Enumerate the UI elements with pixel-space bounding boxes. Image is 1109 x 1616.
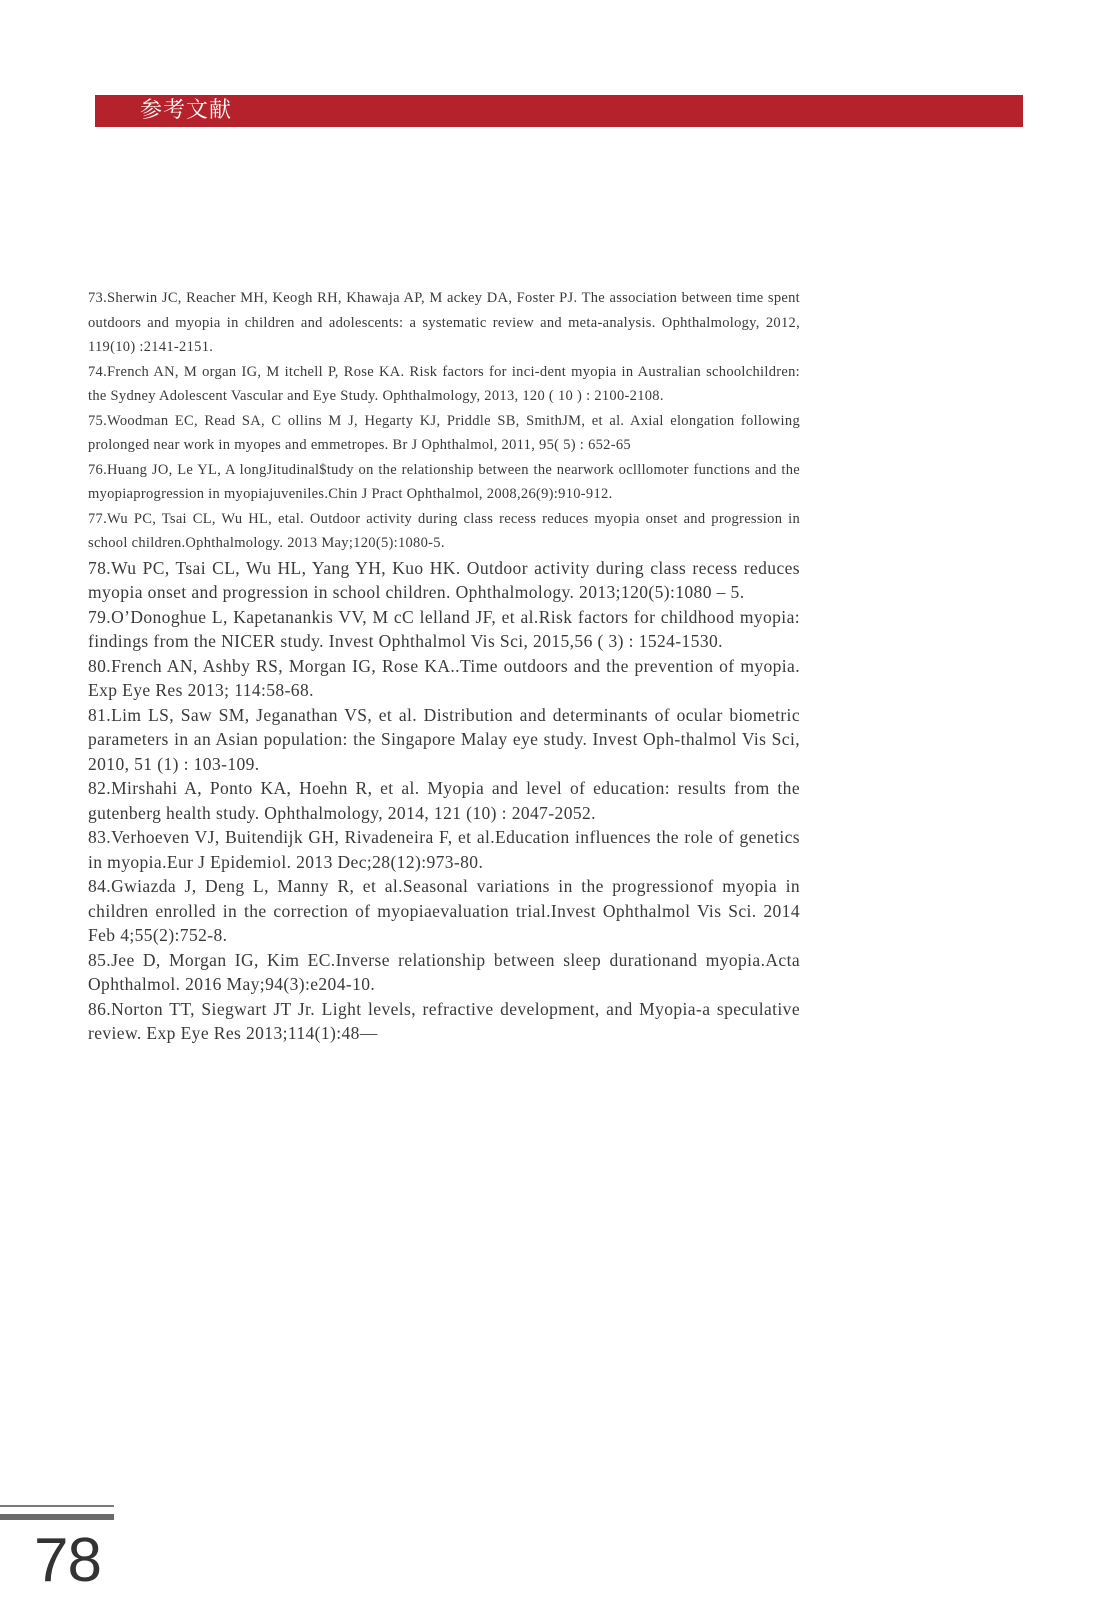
reference-item-75: 75.Woodman EC, Read SA, C ollins M J, Hegarty KJ, Priddle SB, SmithJM, et al. Axial elongation following prolonged near work in myopes and emmetropes. Br J Ophthalmol, 2011, 95( 5) : 652-65 [88, 412, 800, 453]
reference-item-78: 78.Wu PC, Tsai CL, Wu HL, Yang YH, Kuo HK. Outdoor activity during class recess reduces myopia onset and progression in school children. Ophthalmology. 2013;120(5):1080 – 5. [88, 557, 800, 602]
reference-item-73: 73.Sherwin JC, Reacher MH, Keogh RH, Khawaja AP, M ackey DA, Foster PJ. The association between time spent outdoors and myopia in children and adolescents: a systematic review and meta-analysis. Ophthalmology, 2012, 119(10) :2141-2151. [88, 290, 800, 355]
section-header-bar [95, 95, 1023, 127]
reference-item-86: 86.Norton TT, Siegwart JT Jr. Light levels, refractive development, and Myopia-a speculative review. Exp Eye Res 2013;114(1):48— [88, 998, 800, 1043]
reference-list [88, 286, 800, 1046]
reference-item-76: 76.Huang JO, Le YL, A longJitudinal$tudy on the relationship between the nearwork oclllomoter functions and the myopiaprogression in myopiajuveniles.Chin J Pract Ophthalmol, 2008,26(9):910-912. [88, 461, 800, 502]
reference-item-74: 74.French AN, M organ IG, M itchell P, Rose KA. Risk factors for inci-dent myopia in Australian schoolchildren: the Sydney Adolescent Vascular and Eye Study. Ophthalmology, 2013, 120 ( 10 ) : 2100-2108. [88, 363, 800, 404]
reference-item-79: 79.O’Donoghue L, Kapetanankis VV, M cC lelland JF, et al.Risk factors for childhood myopia: findings from the NICER study. Invest Ophthalmol Vis Sci, 2015,56 ( 3) : 1524-1530. [88, 606, 800, 651]
footer-divider-thin [0, 1505, 114, 1507]
reference-item-83: 83.Verhoeven VJ, Buitendijk GH, Rivadeneira F, et al.Education influences the role of genetics in myopia.Eur J Epidemiol. 2013 Dec;28(12):973-80. [88, 827, 800, 872]
footer-divider-thick [0, 1514, 114, 1520]
reference-item-85: 85.Jee D, Morgan IG, Kim EC.Inverse relationship between sleep durationand myopia.Acta Ophthalmol. 2016 May;94(3):e204-10. [88, 949, 800, 994]
reference-item-84: 84.Gwiazda J, Deng L, Manny R, et al.Seasonal variations in the progressionof myopia in children enrolled in the correction of myopiaevaluation trial.Invest Ophthalmol Vis Sci. 2014 Feb 4;55(2):752-8. [88, 876, 800, 945]
reference-item-80: 80.French AN, Ashby RS, Morgan IG, Rose KA..Time outdoors and the prevention of myopia. Exp Eye Res 2013; 114:58-68. [88, 655, 800, 700]
page-number: 78 [34, 1526, 101, 1595]
reference-item-77: 77.Wu PC, Tsai CL, Wu HL, etal. Outdoor activity during class recess reduces myopia onset and progression in school children.Ophthalmology. 2013 May;120(5):1080-5. [88, 510, 800, 551]
reference-item-81: 81.Lim LS, Saw SM, Jeganathan VS, et al. Distribution and determinants of ocular biometric parameters in an Asian population: the Singapore Malay eye study. Invest Oph-thalmol Vis Sci, 2010, 51 (1) : 103-109. [88, 704, 800, 774]
reference-item-82: 82.Mirshahi A, Ponto KA, Hoehn R, et al. Myopia and level of education: results from the gutenberg health study. Ophthalmology, 2014, 121 (10) : 2047-2052. [88, 778, 800, 823]
section-title: 参考文献 [140, 98, 233, 123]
